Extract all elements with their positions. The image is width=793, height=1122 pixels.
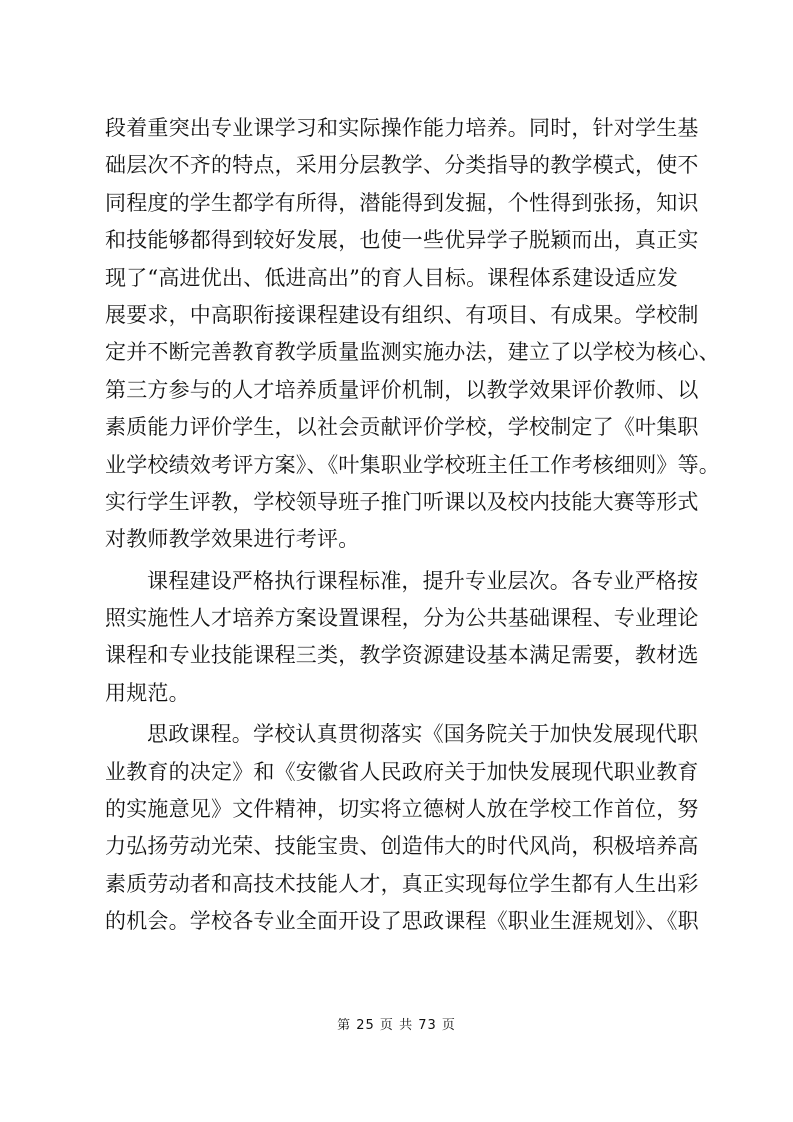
- text-line: 第三方参与的人才培养质量评价机制，以教学效果评价教师、以: [105, 377, 699, 402]
- paragraph-3: [105, 716, 705, 940]
- text-line: 的机会。学校各专业全面开设了思政课程《职业生涯规划》、《职: [105, 909, 699, 934]
- body-text: [105, 110, 720, 941]
- page-number-footer: 第 25 页 共 73 页: [337, 1018, 456, 1033]
- text-line: 的实施意见》文件精神，切实将立德树人放在学校工作首位，努: [105, 797, 699, 822]
- text-line: 展要求，中高职衔接课程建设有组织、有项目、有成果。学校制: [105, 302, 699, 327]
- text-line: 对教师教学效果进行考评。: [105, 527, 360, 552]
- text-line: 现了“高进优出、低进高出”的育人目标。课程体系建设适应发: [105, 265, 679, 290]
- text-line: 定并不断完善教育教学质量监测实施办法，建立了以学校为核心、: [105, 340, 720, 365]
- text-line: 照实施性人才培养方案设置课程，分为公共基础课程、专业理论: [105, 606, 699, 631]
- text-line: 用规范。: [105, 680, 190, 705]
- text-line: 业教育的决定》和《安徽省人民政府关于加快发展现代职业教育: [105, 759, 699, 784]
- paragraph-1: [105, 110, 720, 559]
- text-line: 素质能力评价学生，以社会贡献评价学校，学校制定了《叶集职: [105, 415, 699, 440]
- text-line: 业学校绩效考评方案》、《叶集职业学校班主任工作考核细则》等。: [105, 452, 720, 477]
- text-line: 段着重突出专业课学习和实际操作能力培养。同时，针对学生基: [105, 116, 699, 140]
- text-line: 力弘扬劳动光荣、技能宝贵、创造伟大的时代风尚，积极培养高: [105, 834, 699, 859]
- text-line: 实行学生评教，学校领导班子推门听课以及校内技能大赛等形式: [105, 489, 699, 514]
- text-line: 础层次不齐的特点，采用分层教学、分类指导的教学模式，使不: [105, 153, 699, 178]
- text-line: 思政课程。学校认真贯彻落实《国务院关于加快发展现代职: [147, 722, 699, 747]
- text-line: 和技能够都得到较好发展，也使一些优异学子脱颖而出，真正实: [105, 228, 699, 253]
- text-line: 课程建设严格执行课程标准，提升专业层次。各专业严格按: [147, 568, 699, 593]
- text-line: 素质劳动者和高技术技能人才，真正实现每位学生都有人生出彩: [105, 871, 699, 896]
- text-line: 同程度的学生都学有所得，潜能得到发掘，个性得到张扬，知识: [105, 190, 699, 215]
- paragraph-2: [105, 563, 705, 713]
- text-line: 课程和专业技能课程三类，教学资源建设基本满足需要，教材选: [105, 643, 699, 668]
